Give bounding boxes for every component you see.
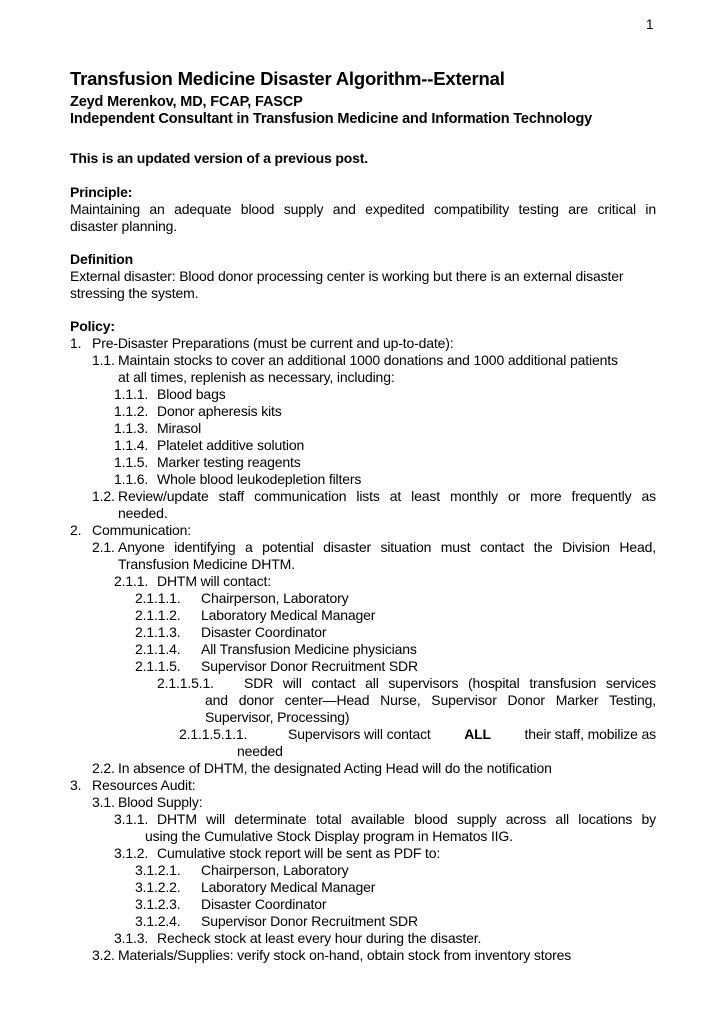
definition-text-line1: External disaster: Blood donor processing center is working but there is an external disaster — [70, 268, 624, 284]
definition-text-line2: stressing the system. — [70, 285, 199, 301]
policy-item-number: 1.1.2. — [114, 403, 149, 419]
policy-item-continuation: Transfusion Medicine DHTM. — [118, 556, 295, 572]
policy-item-text: All Transfusion Medicine physicians — [201, 641, 417, 657]
policy-item-number: 3.1.1. — [114, 811, 149, 827]
text-segment: their staff, mobilize as — [524, 726, 656, 742]
principle-heading: Principle: — [70, 184, 133, 200]
policy-item-number: 3.1.2.1. — [135, 862, 181, 878]
policy-item-continuation: at all times, replenish as necessary, including: — [118, 369, 395, 385]
policy-item-number: 3.2. — [92, 947, 115, 963]
policy-item-text: Donor apheresis kits — [157, 403, 282, 419]
definition-heading: Definition — [70, 251, 134, 267]
policy-item-text: Recheck stock at least every hour during the disaster. — [157, 930, 482, 946]
policy-item-text: Resources Audit: — [92, 777, 196, 793]
policy-item-continuation: needed. — [118, 505, 168, 521]
affiliation-line: Independent Consultant in Transfusion Medicine and Information Technology — [70, 111, 593, 127]
policy-item-number: 2.1. — [92, 539, 115, 555]
update-note: This is an updated version of a previous post. — [70, 150, 369, 166]
policy-item-continuation: needed — [237, 743, 283, 759]
policy-item-text: Supervisor Donor Recruitment SDR — [201, 913, 418, 929]
policy-item-text: Cumulative stock report will be sent as PDF to: — [157, 845, 441, 861]
policy-item-text: Pre-Disaster Preparations (must be current and up-to-date): — [92, 335, 454, 351]
policy-item-number: 2.1.1.5. — [135, 658, 181, 674]
policy-item-text: DHTM will contact: — [157, 573, 271, 589]
policy-item-number: 3.1.2. — [114, 845, 149, 861]
policy-item-text: DHTM will determinate total available blood supply across all locations by — [157, 811, 656, 827]
policy-item-number: 1.1.5. — [114, 454, 149, 470]
policy-item-number: 2. — [70, 522, 82, 538]
policy-item-number: 2.2. — [92, 760, 115, 776]
policy-item-number: 1.2. — [92, 488, 115, 504]
policy-item-text: Materials/Supplies: verify stock on-hand, obtain stock from inventory stores — [118, 947, 572, 963]
policy-item-text: Disaster Coordinator — [201, 896, 327, 912]
document-title: Transfusion Medicine Disaster Algorithm--External — [70, 68, 505, 89]
policy-heading: Policy: — [70, 318, 115, 334]
policy-item-text: Laboratory Medical Manager — [201, 607, 376, 623]
policy-item-text: Marker testing reagents — [157, 454, 301, 470]
policy-item-text: SDR will contact all supervisors (hospital transfusion services — [244, 675, 656, 691]
policy-item-text: Whole blood leukodepletion filters — [157, 471, 362, 487]
policy-item-number: 1.1. — [92, 352, 115, 368]
policy-item-continuation: using the Cumulative Stock Display program in Hematos IIG. — [145, 828, 513, 844]
policy-item-text: Communication: — [92, 522, 192, 538]
policy-item-text: Mirasol — [157, 420, 202, 436]
policy-item-number: 3.1.2.4. — [135, 913, 181, 929]
text-segment: Supervisors will contact — [288, 726, 431, 742]
policy-item-number: 2.1.1.1. — [135, 590, 181, 606]
principle-text-line1: Maintaining an adequate blood supply and expedited compatibility testing are critical in — [70, 201, 656, 217]
policy-item-number: 2.1.1.5.1.1. — [179, 726, 248, 742]
page-number: 1 — [646, 17, 654, 32]
author-line: Zeyd Merenkov, MD, FCAP, FASCP — [70, 94, 303, 110]
policy-item-text: Anyone identifying a potential disaster situation must contact the Division Head, — [118, 539, 656, 555]
policy-item-text — [288, 726, 656, 743]
policy-item-text: In absence of DHTM, the designated Acting Head will do the notification — [118, 760, 552, 776]
principle-text-line2: disaster planning. — [70, 218, 178, 234]
policy-item-text: Chairperson, Laboratory — [201, 862, 349, 878]
policy-item-number: 2.1.1.2. — [135, 607, 181, 623]
policy-item-number: 3. — [70, 777, 82, 793]
policy-item-number: 1. — [70, 335, 82, 351]
emphasis-all: ALL — [464, 726, 491, 742]
policy-item-number: 1.1.3. — [114, 420, 149, 436]
policy-item-text: Blood bags — [157, 386, 226, 402]
policy-item-text: Platelet additive solution — [157, 437, 305, 453]
policy-item-text: Blood Supply: — [118, 794, 203, 810]
policy-item-continuation: Supervisor, Processing) — [205, 709, 350, 725]
policy-item-number: 3.1. — [92, 794, 115, 810]
policy-item-number: 1.1.4. — [114, 437, 149, 453]
policy-item-continuation: and donor center—Head Nurse, Supervisor Donor Marker Testing, — [205, 692, 656, 708]
policy-item-number: 2.1.1.5.1. — [157, 675, 214, 691]
policy-item-text: Chairperson, Laboratory — [201, 590, 349, 606]
policy-item-text: Supervisor Donor Recruitment SDR — [201, 658, 418, 674]
policy-item-number: 3.1.3. — [114, 930, 149, 946]
policy-item-text: Review/update staff communication lists at least monthly or more frequently as — [118, 488, 656, 504]
policy-item-number: 3.1.2.3. — [135, 896, 181, 912]
policy-item-text: Maintain stocks to cover an additional 1000 donations and 1000 additional patients — [118, 352, 618, 368]
policy-item-number: 2.1.1. — [114, 573, 149, 589]
policy-item-text: Disaster Coordinator — [201, 624, 327, 640]
policy-item-text: Laboratory Medical Manager — [201, 879, 376, 895]
policy-item-number: 1.1.1. — [114, 386, 149, 402]
policy-item-number: 3.1.2.2. — [135, 879, 181, 895]
policy-item-number: 2.1.1.4. — [135, 641, 181, 657]
policy-item-number: 2.1.1.3. — [135, 624, 181, 640]
policy-item-number: 1.1.6. — [114, 471, 149, 487]
